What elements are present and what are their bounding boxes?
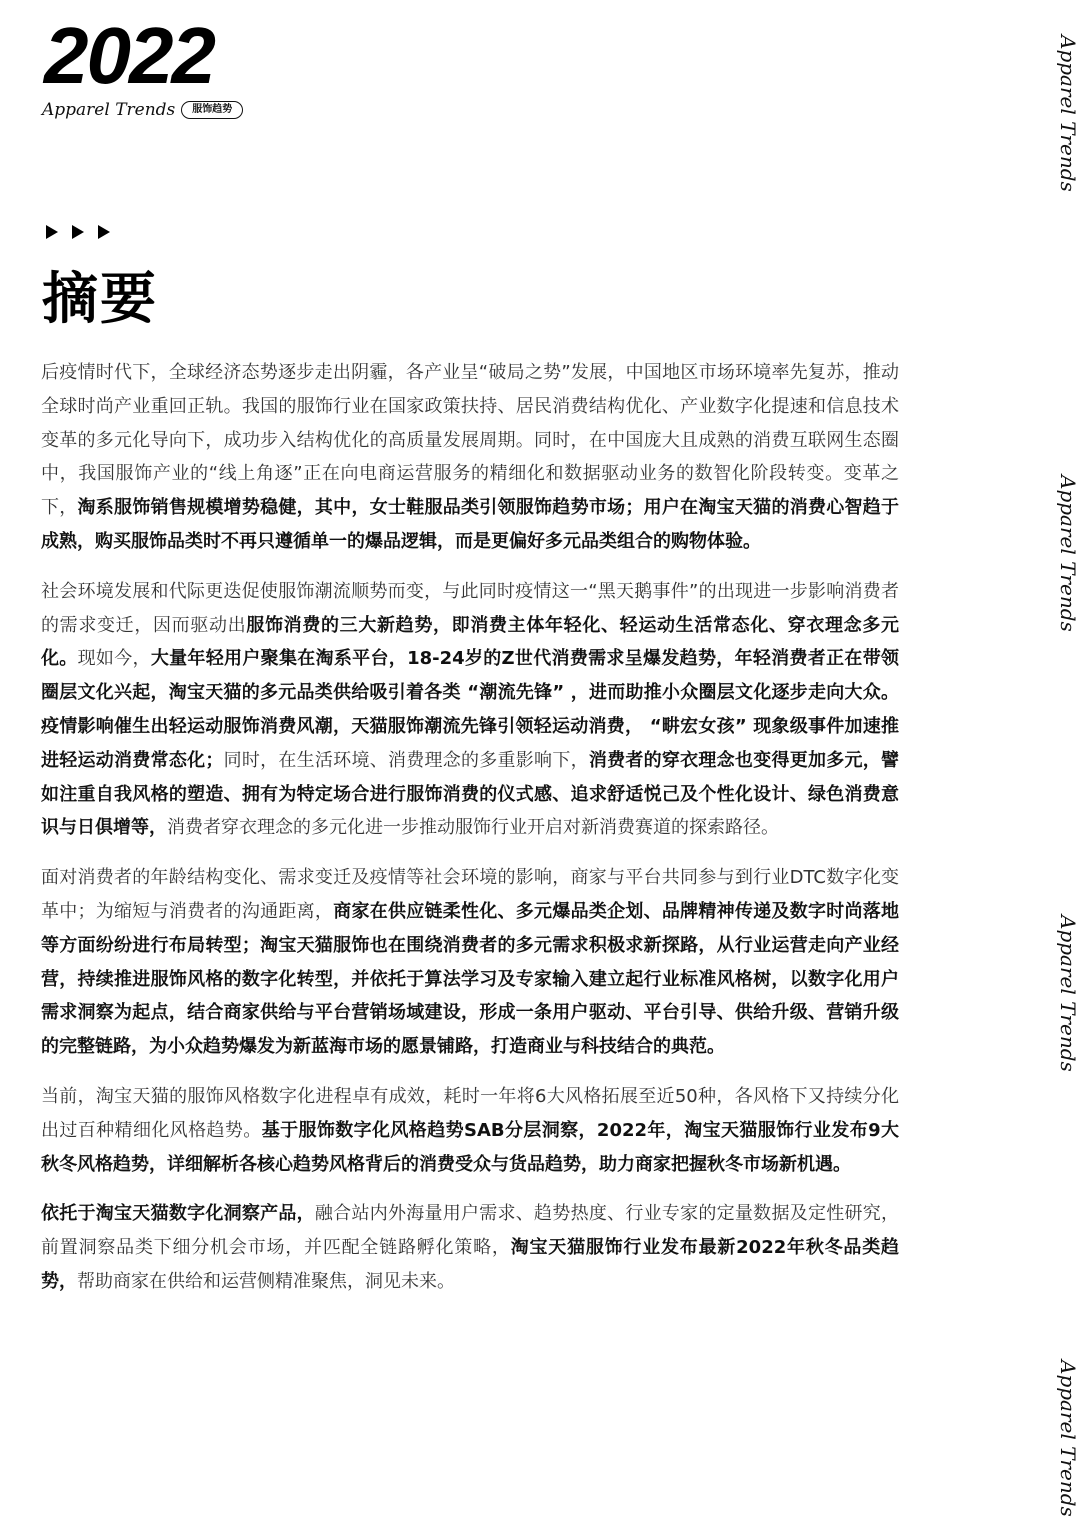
highlight-text: 消费者的穿衣理念也变得更加多元，譬如注重自我风格的塑造、拥有为特定场合进行服饰消费的仪式感、追求舒适悦己及个性化设计、绿色消费意识与日俱增等， bbox=[41, 749, 900, 839]
triple-arrow-icon bbox=[46, 225, 110, 239]
highlight-text: 大量年轻用户聚集在淘系平台，18-24岁的Z世代消费需求呈爆发趋势，年轻消费者正在带领圈层文化兴起，淘宝天猫的多元品类供给吸引着各类 “潮流先锋” ，进而助推小众圈层文化逐步走向大众。疫情影响催生出轻运动服饰消费风潮，天猫服饰潮流先锋引领轻运动消费， “畊宏女孩” 现象级事件加速推进轻运动消费常态化； bbox=[41, 648, 899, 771]
summary-paragraph bbox=[41, 1197, 899, 1298]
summary-paragraph bbox=[41, 356, 899, 559]
logo-subtitle bbox=[42, 100, 243, 120]
summary-paragraph bbox=[41, 861, 899, 1064]
highlight-text: 商家在供应链柔性化、多元爆品类企划、品牌精神传递及数字时尚落地等方面纷纷进行布局转型；淘宝天猫服饰也在围绕消费者的多元需求积极求新探路，从行业运营走向产业经营，持续推进服饰风格的数字化转型，并依托于算法学习及专家输入建立起行业标准风格树，以数字化用户需求洞察为起点，结合商家供给与平台营销场域建设，形成一条用户驱动、平台引导、供给升级、营销升级的完整链路，为小众趋势爆发为新蓝海市场的愿景铺路，打造商业与科技结合的典范。 bbox=[41, 900, 900, 1058]
body-text: 融合站内外海量用户需求、趋势热度、行业专家的定量数据及定性研究，前置洞察品类下细分机会市场，并匹配全链路孵化策略， bbox=[41, 1203, 900, 1259]
summary-paragraph bbox=[41, 575, 899, 845]
summary-body bbox=[41, 356, 899, 1315]
year-logo: 2022 bbox=[44, 11, 214, 100]
summary-paragraph bbox=[41, 1080, 899, 1181]
body-text: 消费者穿衣理念的多元化进一步推动服饰行业开启对新消费赛道的探索路径。 bbox=[167, 817, 779, 839]
highlight-text: 基于服饰数字化风格趋势SAB分层洞察，2022年，淘宝天猫服饰行业发布9大秋冬风格趋势，详细解析各核心趋势风格背后的消费受众与货品趋势，助力商家把握秋冬市场新机遇。 bbox=[41, 1119, 900, 1175]
highlight-text: 淘宝天猫服饰行业发布最新2022年秋冬品类趋势， bbox=[41, 1237, 899, 1292]
apparel-trends-badge: 服饰趋势 bbox=[181, 101, 243, 119]
body-text: 同时，在生活环境、消费理念的多重影响下， bbox=[223, 749, 589, 771]
side-label: Apparel Trends bbox=[1056, 1360, 1080, 1517]
highlight-text: 服饰消费的三大新趋势，即消费主体年轻化、轻运动生活常态化、穿衣理念多元化。 bbox=[41, 614, 900, 670]
body-text: 社会环境发展和代际更迭促使服饰潮流顺势而变，与此同时疫情这一“黑天鹅事件”的出现进一步影响消费者的需求变迁，因而驱动出 bbox=[41, 580, 899, 636]
page-title: 摘要 bbox=[42, 267, 158, 332]
apparel-trends-label: Apparel Trends bbox=[42, 100, 176, 120]
body-text: 现如今， bbox=[77, 648, 151, 670]
side-label: Apparel Trends bbox=[1056, 35, 1080, 192]
body-text: 面对消费者的年龄结构变化、需求变迁及疫情等社会环境的影响，商家与平台共同参与到行业DTC数字化变革中；为缩短与消费者的沟通距离， bbox=[41, 867, 899, 922]
body-text: 帮助商家在供给和运营侧精准聚焦，洞见未来。 bbox=[77, 1270, 455, 1292]
highlight-text: 淘系服饰销售规模增势稳健，其中，女士鞋服品类引领服饰趋势市场；用户在淘宝天猫的消费心智趋于成熟，购买服饰品类时不再只遵循单一的爆品逻辑，而是更偏好多元品类组合的购物体验。 bbox=[41, 497, 900, 552]
side-label: Apparel Trends bbox=[1056, 915, 1080, 1072]
body-text: 当前，淘宝天猫的服饰风格数字化进程卓有成效，耗时一年将6大风格拓展至近50种，各风格下又持续分化出过百种精细化风格趋势。 bbox=[41, 1085, 899, 1141]
side-label: Apparel Trends bbox=[1056, 475, 1080, 632]
body-text: 后疫情时代下，全球经济态势逐步走出阴霾，各产业呈“破局之势”发展，中国地区市场环境率先复苏，推动全球时尚产业重回正轨。我国的服饰行业在国家政策扶持、居民消费结构优化、产业数字化提速和信息技术变革的多元化导向下，成功步入结构优化的高质量发展周期。同时，在中国庞大且成熟的消费互联网生态圈中，我国服饰产业的“线上角逐”正在向电商运营服务的精细化和数据驱动业务的数智化阶段转变。变革之下， bbox=[41, 362, 899, 519]
highlight-text: 依托于淘宝天猫数字化洞察产品， bbox=[41, 1203, 315, 1225]
